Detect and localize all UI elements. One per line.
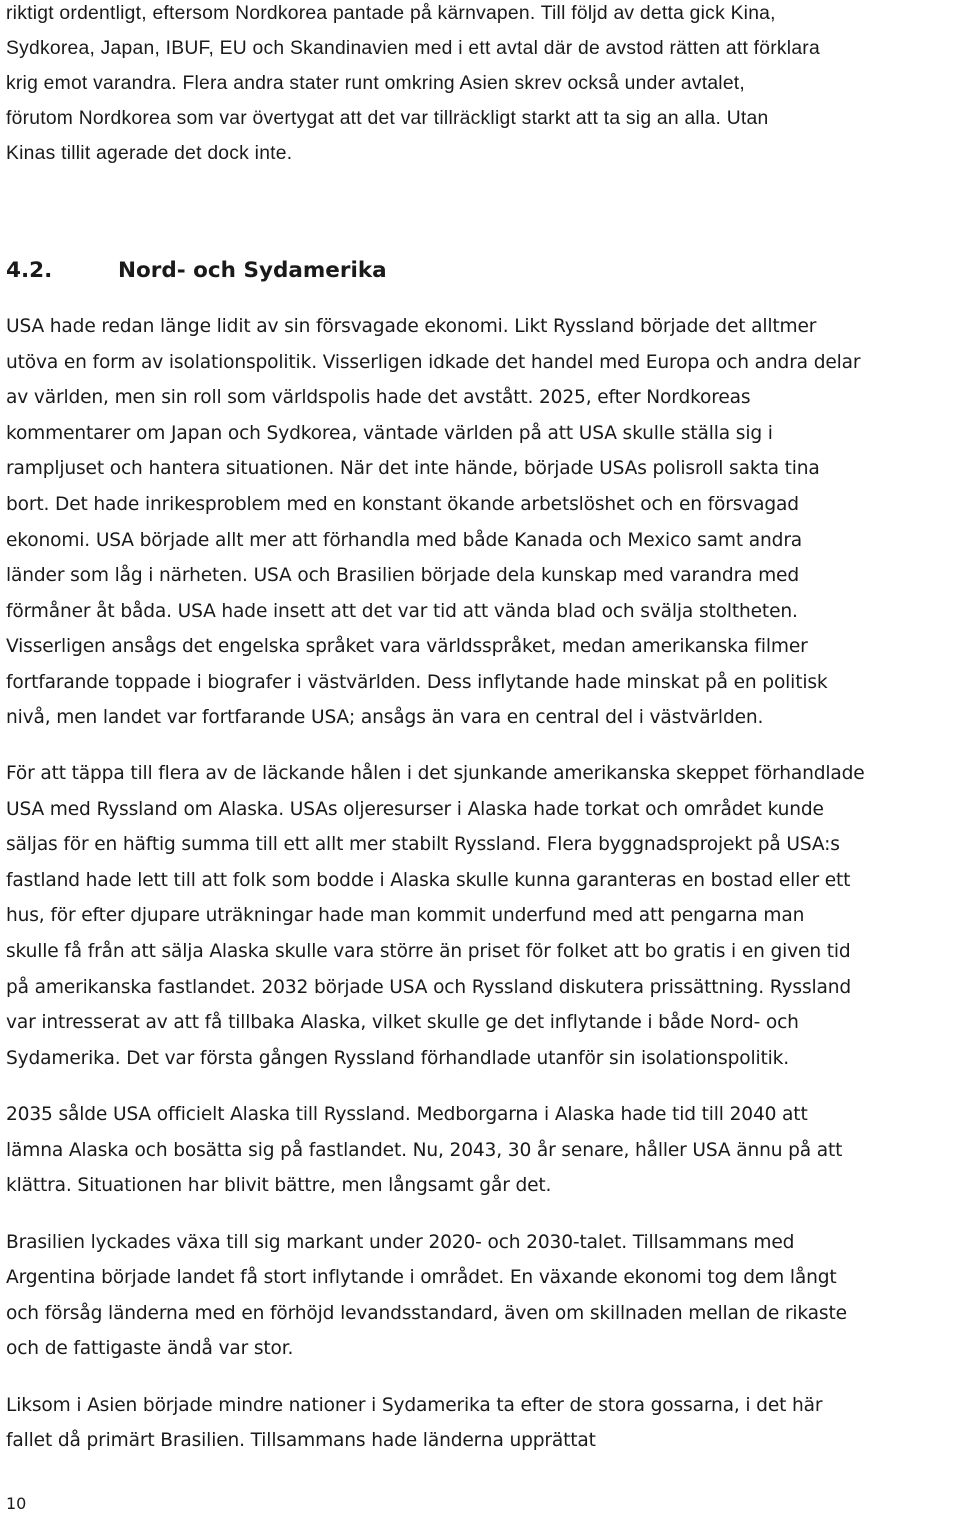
text-line: hus, för efter djupare uträkningar hade man kommit underfund med att pengarna man (6, 905, 805, 926)
text-line: Argentina började landet få stort inflytande i området. En växande ekonomi tog dem långt (6, 1267, 837, 1288)
text-line: och försåg länderna med en förhöjd levandsstandard, även om skillnaden mellan de rikaste (6, 1303, 847, 1324)
text-line: Visserligen ansågs det engelska språket vara världsspråket, medan amerikanska filmer (6, 636, 808, 657)
text-line: Brasilien lyckades växa till sig markant under 2020- och 2030-talet. Tillsammans med (6, 1232, 795, 1253)
text-line: förmåner åt båda. USA hade insett att det var tid att vända blad och svälja stoltheten. (6, 601, 798, 622)
text-line: och de fattigaste ändå var stor. (6, 1338, 294, 1359)
text-line: av världen, men sin roll som världspolis hade det avstått. 2025, efter Nordkoreas (6, 387, 751, 408)
text-line: krig emot varandra. Flera andra stater runt omkring Asien skrev också under avtalet, (6, 73, 746, 94)
text-line: förutom Nordkorea som var övertygat att det var tillräckligt starkt att ta sig an alla. Utan (6, 108, 769, 129)
text-line: länder som låg i närheten. USA och Brasilien började dela kunskap med varandra med (6, 565, 799, 586)
section-number: 4.2. (6, 258, 53, 283)
text-line: utöva en form av isolationspolitik. Visserligen idkade det handel med Europa och andra delar (6, 352, 861, 373)
section-title: Nord- och Sydamerika (118, 258, 387, 283)
text-line: För att täppa till flera av de läckande hålen i det sjunkande amerikanska skeppet förhandlade (6, 763, 865, 784)
text-line: rampljuset och hantera situationen. När det inte hände, började USAs polisroll sakta tina (6, 458, 820, 479)
text-line: säljas för en häftig summa till ett allt mer stabilt Ryssland. Flera byggnadsprojekt på USA:s (6, 834, 840, 855)
text-line: på amerikanska fastlandet. 2032 började USA och Ryssland diskutera prissättning. Ryssland (6, 977, 852, 998)
text-line: Sydamerika. Det var första gången Ryssland förhandlade utanför sin isolationspolitik. (6, 1048, 790, 1069)
text-line: nivå, men landet var fortfarande USA; ansågs än vara en central del i västvärlden. (6, 707, 764, 728)
text-line: USA hade redan länge lidit av sin försvagade ekonomi. Likt Ryssland började det alltmer (6, 316, 817, 337)
text-line: klättra. Situationen har blivit bättre, men långsamt går det. (6, 1175, 552, 1196)
text-line: fallet då primärt Brasilien. Tillsammans hade länderna upprättat (6, 1430, 596, 1451)
text-line: 2035 sålde USA officielt Alaska till Ryssland. Medborgarna i Alaska hade tid till 2040 att (6, 1104, 808, 1125)
text-line: Sydkorea, Japan, IBUF, EU och Skandinavien med i ett avtal där de avstod rätten att förklara (6, 38, 820, 59)
text-line: riktigt ordentligt, eftersom Nordkorea pantade på kärnvapen. Till följd av detta gick Kina, (6, 3, 776, 24)
text-line: USA med Ryssland om Alaska. USAs oljeresurser i Alaska hade torkat och området kunde (6, 799, 824, 820)
text-line: bort. Det hade inrikesproblem med en konstant ökande arbetslöshet och en försvagad (6, 494, 799, 515)
text-line: fortfarande toppade i biografer i västvärlden. Dess inflytande hade minskat på en politisk (6, 672, 828, 693)
text-line: skulle få från att sälja Alaska skulle vara större än priset för folket att bo gratis i en given tid (6, 941, 851, 962)
section-heading (6, 258, 387, 283)
page-number: 10 (6, 1494, 27, 1513)
text-line: fastland hade lett till att folk som bodde i Alaska skulle kunna garanteras en bostad eller ett (6, 870, 851, 891)
text-line: Kinas tillit agerade det dock inte. (6, 143, 293, 164)
text-line: Liksom i Asien började mindre nationer i Sydamerika ta efter de stora gossarna, i det här (6, 1395, 823, 1416)
text-line: kommentarer om Japan och Sydkorea, väntade världen på att USA skulle ställa sig i (6, 423, 773, 444)
text-line: ekonomi. USA började allt mer att förhandla med både Kanada och Mexico samt andra (6, 530, 803, 551)
text-line: var intresserat av att få tillbaka Alaska, vilket skulle ge det inflytande i både Nord- och (6, 1012, 799, 1033)
text-line: lämna Alaska och bosätta sig på fastlandet. Nu, 2043, 30 år senare, håller USA ännu på att (6, 1140, 843, 1161)
